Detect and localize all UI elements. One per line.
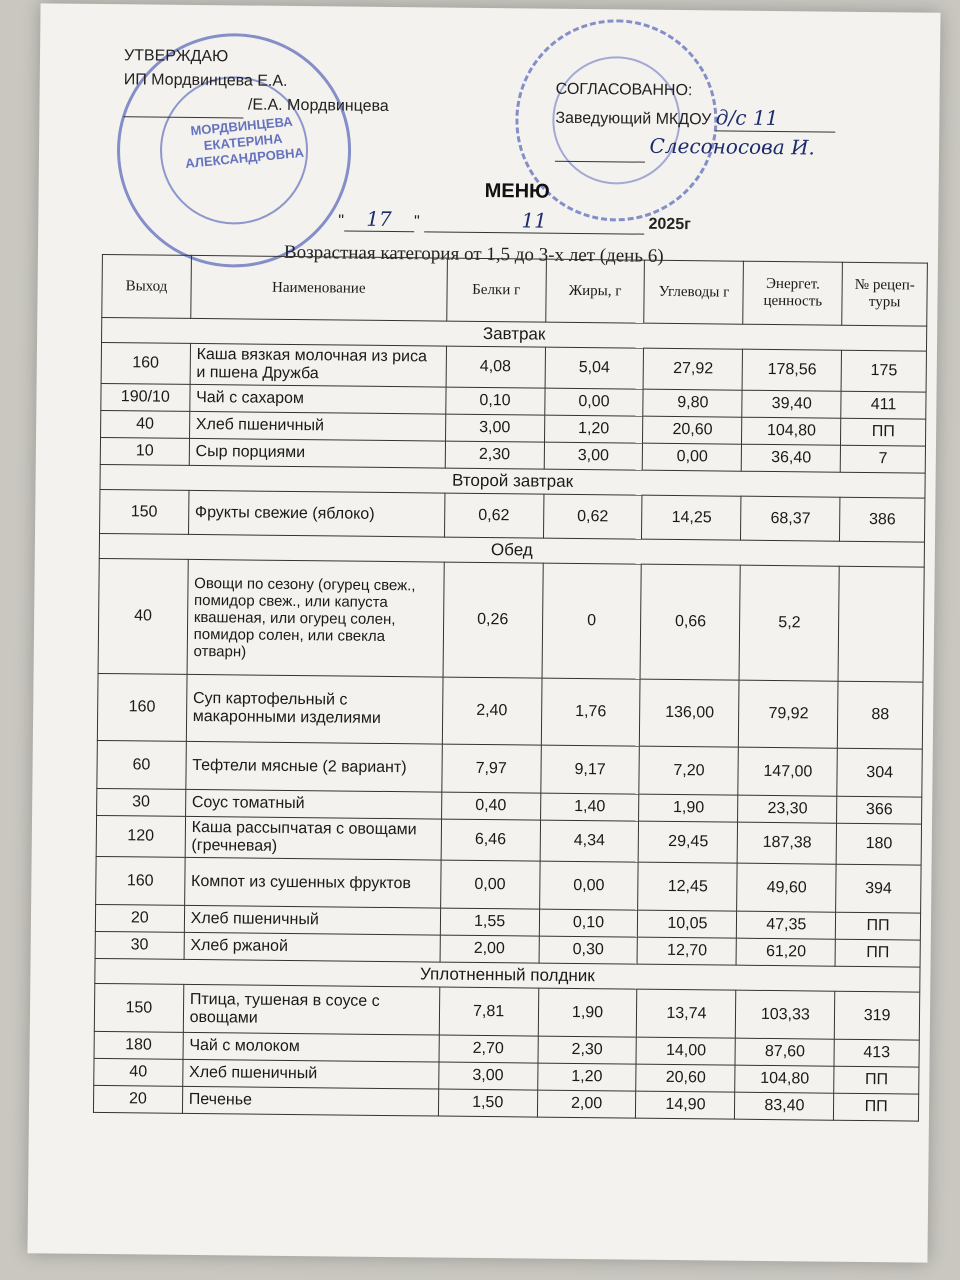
cell-carbs: 7,20 bbox=[639, 746, 738, 795]
cell-output: 150 bbox=[94, 983, 183, 1032]
table-row bbox=[97, 673, 923, 749]
section-lunch: Обед bbox=[99, 533, 924, 567]
agreed-role-line bbox=[555, 103, 836, 135]
approved-signature-line bbox=[123, 92, 388, 120]
cell-name: Чай с сахаром bbox=[190, 384, 446, 414]
cell-energy: 147,00 bbox=[738, 747, 837, 796]
cell-output: 160 bbox=[96, 856, 185, 905]
cell-energy: 5,2 bbox=[739, 565, 839, 681]
date-day: 17 bbox=[344, 207, 414, 233]
cell-name: Каша вязкая молочная из риса и пшена Дружба bbox=[190, 343, 446, 387]
cell-recipe: ПП bbox=[841, 418, 926, 446]
cell-recipe: 366 bbox=[837, 796, 922, 824]
cell-recipe: 88 bbox=[838, 681, 923, 749]
cell-protein: 2,30 bbox=[445, 441, 544, 469]
cell-carbs: 1,90 bbox=[639, 794, 738, 822]
cell-carbs: 10,05 bbox=[638, 910, 737, 938]
cell-recipe: 411 bbox=[841, 391, 926, 419]
cell-name: Хлеб пшеничный bbox=[189, 411, 445, 441]
cell-name: Компот из сушенных фруктов bbox=[184, 857, 440, 908]
col-protein: Белки г bbox=[446, 258, 546, 322]
cell-output: 150 bbox=[100, 489, 189, 534]
cell-carbs: 13,74 bbox=[637, 989, 736, 1038]
cell-output: 30 bbox=[97, 788, 186, 816]
cell-carbs: 136,00 bbox=[640, 679, 740, 747]
cell-carbs: 12,70 bbox=[638, 937, 737, 965]
cell-protein: 6,46 bbox=[441, 819, 540, 861]
section-snack: Уплотненный полдник bbox=[95, 958, 920, 992]
col-carbs: Углеводы г bbox=[644, 260, 744, 324]
cell-energy: 87,60 bbox=[735, 1038, 834, 1066]
approval-block bbox=[123, 44, 389, 120]
cell-carbs: 14,90 bbox=[636, 1091, 735, 1119]
cell-output: 20 bbox=[95, 904, 184, 932]
cell-fat: 0,00 bbox=[539, 861, 638, 910]
cell-protein: 0,26 bbox=[443, 562, 543, 678]
agreed-title: СОГЛАСОВАННО: bbox=[555, 80, 693, 100]
cell-name: Чай с молоком bbox=[183, 1032, 439, 1062]
cell-fat: 2,00 bbox=[537, 1090, 636, 1118]
cell-protein: 2,00 bbox=[440, 935, 539, 963]
col-fat: Жиры, г bbox=[545, 259, 645, 323]
cell-protein: 0,10 bbox=[445, 387, 544, 415]
cell-output: 160 bbox=[101, 342, 190, 384]
agreed-handwritten-role: д/с 11 bbox=[716, 104, 836, 132]
cell-fat: 5,04 bbox=[545, 347, 644, 389]
cell-recipe: 175 bbox=[841, 350, 926, 392]
cell-energy: 178,56 bbox=[742, 349, 841, 391]
table-row bbox=[94, 983, 919, 1040]
cell-output: 10 bbox=[100, 437, 189, 465]
cell-energy: 79,92 bbox=[739, 680, 839, 748]
cell-recipe: 394 bbox=[836, 864, 921, 913]
cell-energy: 104,80 bbox=[742, 417, 841, 445]
col-name: Наименование bbox=[190, 255, 447, 321]
signature-line bbox=[123, 92, 243, 118]
date-year: 2025г bbox=[648, 215, 691, 234]
document-page bbox=[27, 3, 940, 1262]
cell-recipe: ПП bbox=[835, 939, 920, 967]
cell-protein: 2,70 bbox=[439, 1035, 538, 1063]
approved-org: ИП Мордвинцева Е.А. bbox=[123, 71, 288, 90]
cell-output: 30 bbox=[95, 931, 184, 959]
section-second-breakfast: Второй завтрак bbox=[100, 464, 925, 498]
menu-title: МЕНЮ bbox=[484, 179, 550, 203]
table-row bbox=[97, 740, 922, 797]
cell-output: 20 bbox=[93, 1085, 182, 1113]
cell-fat: 1,90 bbox=[538, 988, 637, 1037]
cell-energy: 49,60 bbox=[737, 863, 836, 912]
cell-recipe: 413 bbox=[834, 1039, 919, 1067]
cell-fat: 9,17 bbox=[540, 745, 639, 794]
cell-fat: 0 bbox=[542, 563, 642, 679]
cell-fat: 0,62 bbox=[543, 494, 642, 539]
cell-energy: 83,40 bbox=[735, 1092, 834, 1120]
cell-protein: 0,62 bbox=[444, 493, 543, 538]
col-energy: Энергет. ценность bbox=[743, 261, 843, 325]
cell-energy: 47,35 bbox=[737, 911, 836, 939]
date-month: 11 bbox=[424, 207, 644, 234]
agreed-role: Заведующий МКДОУ bbox=[555, 109, 712, 129]
age-category: Возрастная категория от 1,5 до 3-х лет (день 6) bbox=[283, 241, 664, 267]
cell-energy: 187,38 bbox=[737, 822, 836, 864]
cell-fat: 1,20 bbox=[537, 1063, 636, 1091]
approved-signer: /Е.А. Мордвинцева bbox=[247, 96, 389, 115]
menu-table bbox=[93, 254, 928, 1122]
cell-energy: 39,40 bbox=[742, 390, 841, 418]
cell-fat: 0,10 bbox=[539, 909, 638, 937]
approved-title: УТВЕРЖДАЮ bbox=[123, 47, 229, 66]
col-output: Выход bbox=[102, 254, 191, 318]
cell-name: Печенье bbox=[182, 1086, 438, 1116]
agreement-block bbox=[555, 77, 836, 165]
cell-protein: 1,50 bbox=[438, 1089, 537, 1117]
section-breakfast: Завтрак bbox=[102, 317, 927, 351]
cell-protein: 3,00 bbox=[438, 1062, 537, 1090]
cell-output: 180 bbox=[94, 1031, 183, 1059]
cell-energy: 61,20 bbox=[736, 938, 835, 966]
cell-recipe: 7 bbox=[841, 445, 926, 473]
cell-protein: 4,08 bbox=[446, 346, 545, 388]
cell-name: Птица, тушеная в соусе с овощами bbox=[183, 984, 439, 1035]
cell-recipe: 386 bbox=[840, 497, 925, 542]
cell-recipe: 304 bbox=[837, 748, 922, 797]
cell-carbs: 0,66 bbox=[641, 564, 741, 680]
cell-energy: 23,30 bbox=[738, 795, 837, 823]
cell-name: Овощи по сезону (огурец свеж., помидор свеж., или капуста квашеная, или огурец солен, помидор солен, или свекла отварн) bbox=[187, 559, 444, 677]
col-recipe: № рецеп-туры bbox=[842, 262, 927, 326]
cell-name: Соус томатный bbox=[185, 789, 441, 819]
cell-fat: 0,00 bbox=[544, 388, 643, 416]
cell-output: 60 bbox=[97, 740, 186, 789]
cell-energy: 36,40 bbox=[742, 444, 841, 472]
cell-fat: 4,34 bbox=[540, 820, 639, 862]
agreed-signature-line bbox=[555, 132, 836, 165]
signature-line bbox=[555, 135, 645, 163]
agreed-handwritten-name: Слесоносова И. bbox=[649, 133, 815, 160]
cell-energy: 104,80 bbox=[735, 1065, 834, 1093]
cell-fat: 1,20 bbox=[544, 415, 643, 443]
cell-recipe: ПП bbox=[834, 1093, 919, 1121]
cell-recipe: ПП bbox=[834, 1066, 919, 1094]
cell-fat: 0,30 bbox=[539, 936, 638, 964]
cell-fat: 2,30 bbox=[538, 1036, 637, 1064]
cell-fat: 3,00 bbox=[544, 442, 643, 470]
cell-carbs: 0,00 bbox=[643, 443, 742, 471]
cell-energy: 68,37 bbox=[741, 496, 840, 541]
cell-name: Хлеб ржаной bbox=[184, 932, 440, 962]
cell-recipe: ПП bbox=[836, 912, 921, 940]
cell-name: Каша рассыпчатая с овощами (гречневая) bbox=[185, 816, 441, 860]
cell-output: 40 bbox=[101, 410, 190, 438]
cell-fat: 1,76 bbox=[541, 678, 641, 746]
cell-output: 190/10 bbox=[101, 383, 190, 411]
cell-protein: 7,81 bbox=[439, 987, 538, 1036]
cell-carbs: 20,60 bbox=[636, 1064, 735, 1092]
cell-protein: 2,40 bbox=[442, 677, 542, 745]
cell-protein: 0,00 bbox=[440, 860, 539, 909]
cell-name: Фрукты свежие (яблоко) bbox=[188, 490, 444, 537]
cell-output: 120 bbox=[96, 815, 185, 857]
cell-protein: 3,00 bbox=[445, 414, 544, 442]
cell-protein: 7,97 bbox=[442, 744, 541, 793]
cell-recipe: 319 bbox=[835, 991, 920, 1040]
cell-recipe: 180 bbox=[836, 823, 921, 865]
cell-name: Сыр порциями bbox=[189, 438, 445, 468]
cell-fat: 1,40 bbox=[540, 793, 639, 821]
cell-carbs: 27,92 bbox=[644, 348, 743, 390]
cell-carbs: 14,00 bbox=[636, 1037, 735, 1065]
cell-protein: 1,55 bbox=[440, 908, 539, 936]
cell-name: Хлеб пшеничный bbox=[182, 1059, 438, 1089]
cell-energy: 103,33 bbox=[736, 990, 835, 1039]
cell-output: 40 bbox=[98, 558, 188, 674]
table-row bbox=[98, 558, 924, 682]
cell-recipe bbox=[838, 566, 924, 682]
cell-carbs: 9,80 bbox=[643, 389, 742, 417]
cell-name: Хлеб пшеничный bbox=[184, 905, 440, 935]
menu-date: " 17 " 11 2025г bbox=[338, 206, 691, 234]
cell-name: Суп картофельный с макаронными изделиями bbox=[186, 674, 443, 744]
cell-output: 40 bbox=[94, 1058, 183, 1086]
cell-name: Тефтели мясные (2 вариант) bbox=[186, 741, 442, 792]
table-header-row bbox=[102, 254, 928, 326]
stamp-text: МОРДВИНЦЕВА ЕКАТЕРИНА АЛЕКСАНДРОВНА bbox=[184, 113, 305, 171]
cell-carbs: 14,25 bbox=[642, 495, 741, 540]
cell-carbs: 29,45 bbox=[639, 821, 738, 863]
cell-carbs: 20,60 bbox=[643, 416, 742, 444]
cell-carbs: 12,45 bbox=[638, 862, 737, 911]
table-row bbox=[96, 856, 921, 913]
cell-protein: 0,40 bbox=[441, 792, 540, 820]
cell-output: 160 bbox=[97, 673, 186, 741]
